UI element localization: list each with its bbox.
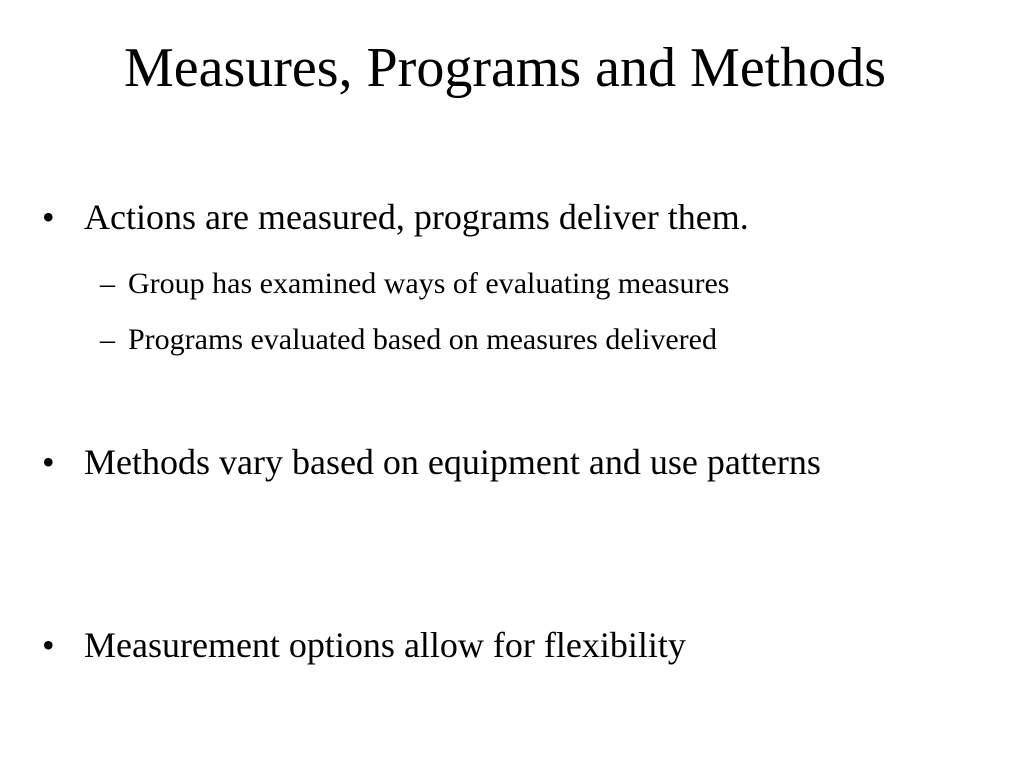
bullet-text: Methods vary based on equipment and use patterns	[84, 442, 821, 482]
sub-marker: –	[100, 267, 115, 300]
bullet-item-2	[42, 437, 902, 487]
sub-item-2	[100, 320, 980, 360]
bullet-item-1	[42, 192, 942, 242]
bullet-marker: •	[42, 625, 55, 665]
sub-marker: –	[100, 323, 115, 356]
bullet-text: Measurement options allow for flexibility	[84, 625, 686, 665]
bullet-item-3	[42, 620, 942, 670]
bullet-text: Actions are measured, programs deliver them.	[84, 197, 749, 237]
bullet-marker: •	[42, 442, 55, 482]
sub-item-1	[100, 264, 980, 304]
bullet-marker: •	[42, 197, 55, 237]
sub-item-text: Programs evaluated based on measures delivered	[128, 323, 717, 356]
slide-title: Measures, Programs and Methods	[123, 37, 887, 99]
sub-item-text: Group has examined ways of evaluating measures	[128, 267, 730, 300]
